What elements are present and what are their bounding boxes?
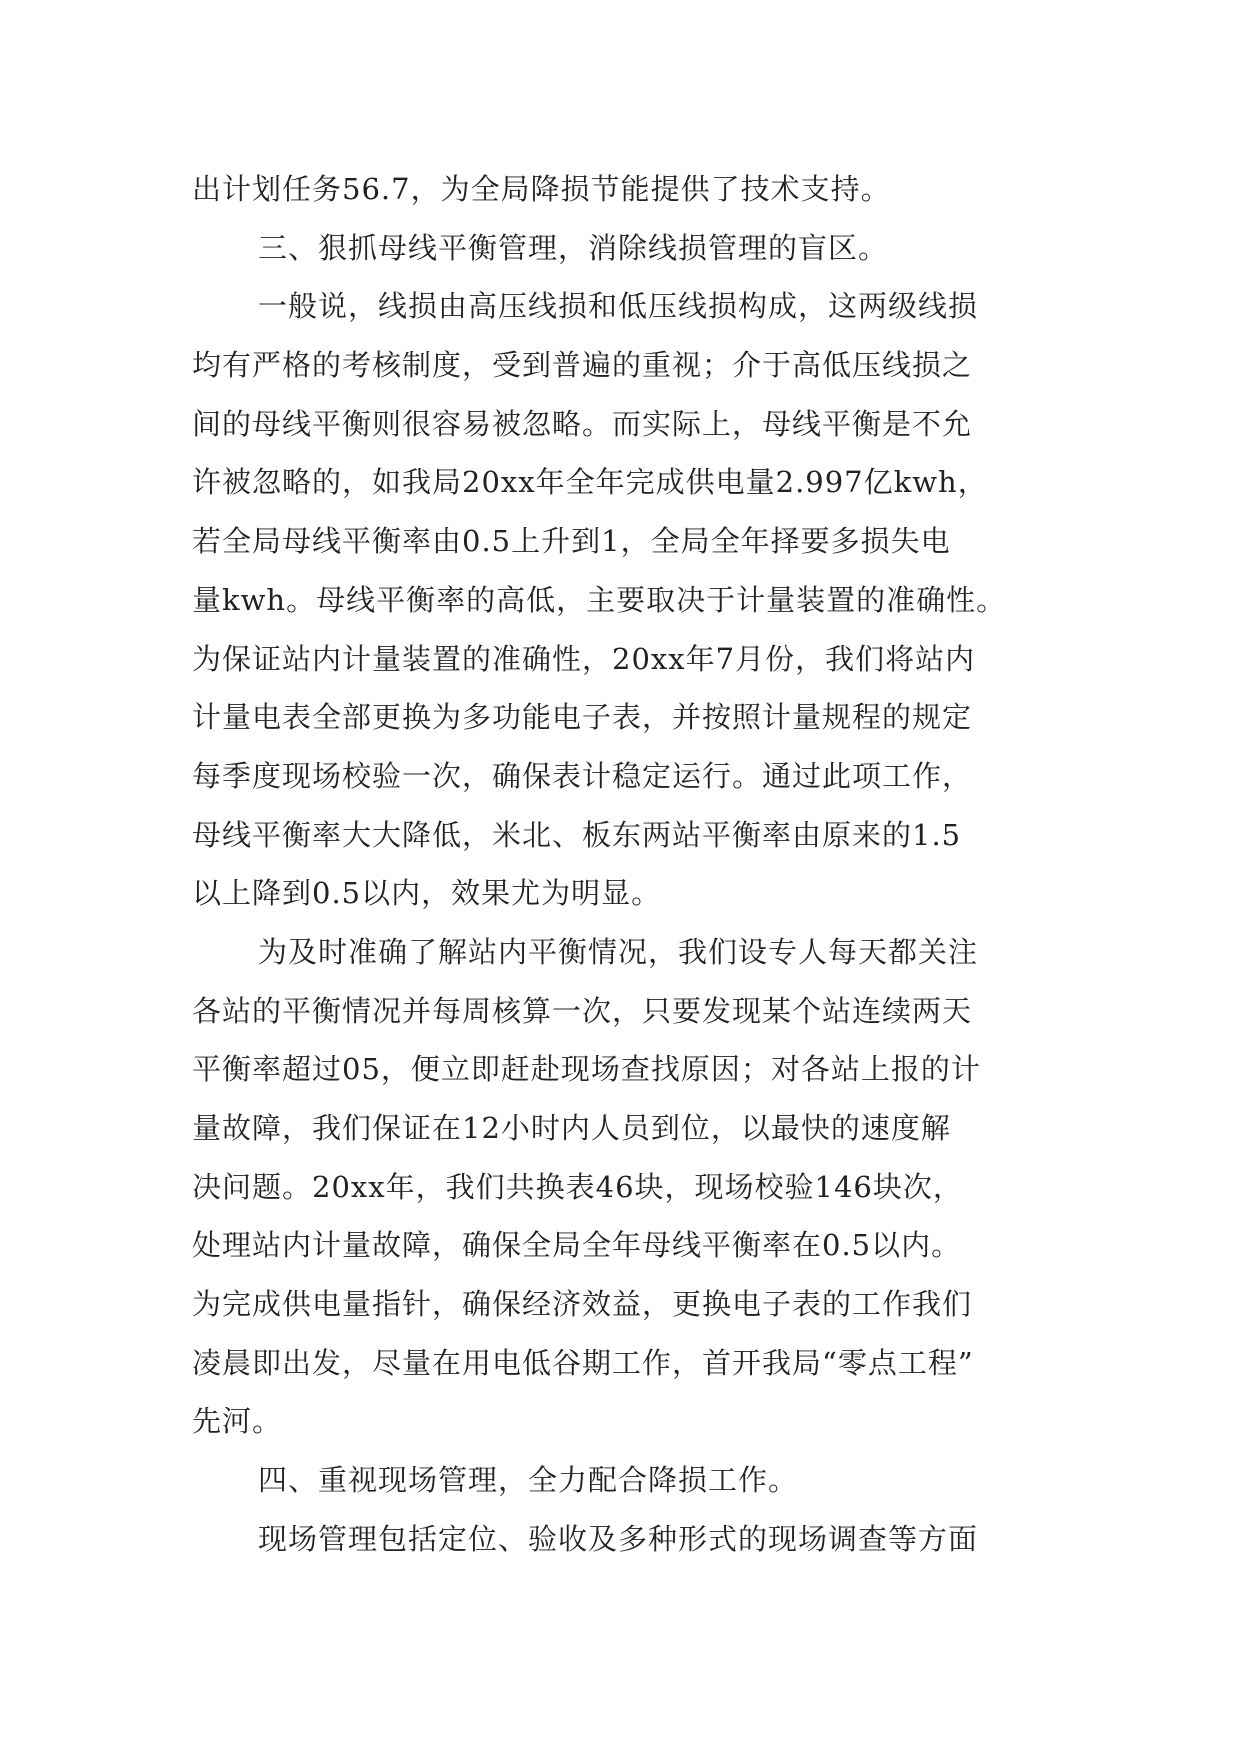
text-line: 均有严格的考核制度，受到普遍的重视；介于高低压线损之 — [192, 348, 973, 383]
document-body — [192, 160, 1052, 1569]
text-line: 许被忽略的，如我局20xx年全年完成供电量2.997亿kwh， — [192, 465, 988, 500]
text-line: 先河。 — [192, 1404, 283, 1439]
text-line: 凌晨即出发，尽量在用电低谷期工作，首开我局“零点工程” — [192, 1345, 974, 1380]
section-heading-4: 四、重视现场管理，全力配合降损工作。 — [258, 1463, 799, 1498]
text-line: 为完成供电量指针，确保经济效益，更换电子表的工作我们 — [192, 1287, 973, 1322]
text-line: 为及时准确了解站内平衡情况，我们设专人每天都关注 — [258, 934, 979, 969]
text-line: 为保证站内计量装置的准确性，20xx年7月份，我们将站内 — [192, 641, 976, 676]
text-line: 处理站内计量故障，确保全局全年母线平衡率在0.5以内。 — [192, 1228, 962, 1263]
text-line: 母线平衡率大大降低，米北、板东两站平衡率由原来的1.5 — [192, 817, 962, 852]
text-line: 量kwh。母线平衡率的高低，主要取决于计量装置的准确性。 — [192, 582, 1007, 617]
text-line: 各站的平衡情况并每周核算一次，只要发现某个站连续两天 — [192, 993, 973, 1028]
text-line: 决问题。20xx年，我们共换表46块，现场校验146块次， — [192, 1169, 963, 1204]
text-line: 出计划任务56.7，为全局降损节能提供了技术支持。 — [192, 172, 891, 206]
text-line: 一般说，线损由高压线损和低压线损构成，这两级线损 — [258, 289, 979, 324]
text-line: 以上降到0.5以内，效果尤为明显。 — [192, 876, 662, 911]
text-line: 计量电表全部更换为多功能电子表，并按照计量规程的规定 — [192, 700, 973, 735]
text-line: 量故障，我们保证在12小时内人员到位，以最快的速度解 — [192, 1111, 951, 1145]
text-line: 若全局母线平衡率由0.5上升到1，全局全年择要多损失电 — [192, 524, 951, 559]
text-line: 现场管理包括定位、验收及多种形式的现场调查等方面 — [258, 1521, 979, 1556]
section-heading-3: 三、狠抓母线平衡管理，消除线损管理的盲区。 — [258, 230, 889, 265]
text-line: 平衡率超过05，便立即赶赴现场查找原因；对各站上报的计 — [192, 1052, 981, 1087]
text-line: 每季度现场校验一次，确保表计稳定运行。通过此项工作， — [192, 758, 973, 793]
text-line: 间的母线平衡则很容易被忽略。而实际上，母线平衡是不允 — [192, 406, 973, 441]
